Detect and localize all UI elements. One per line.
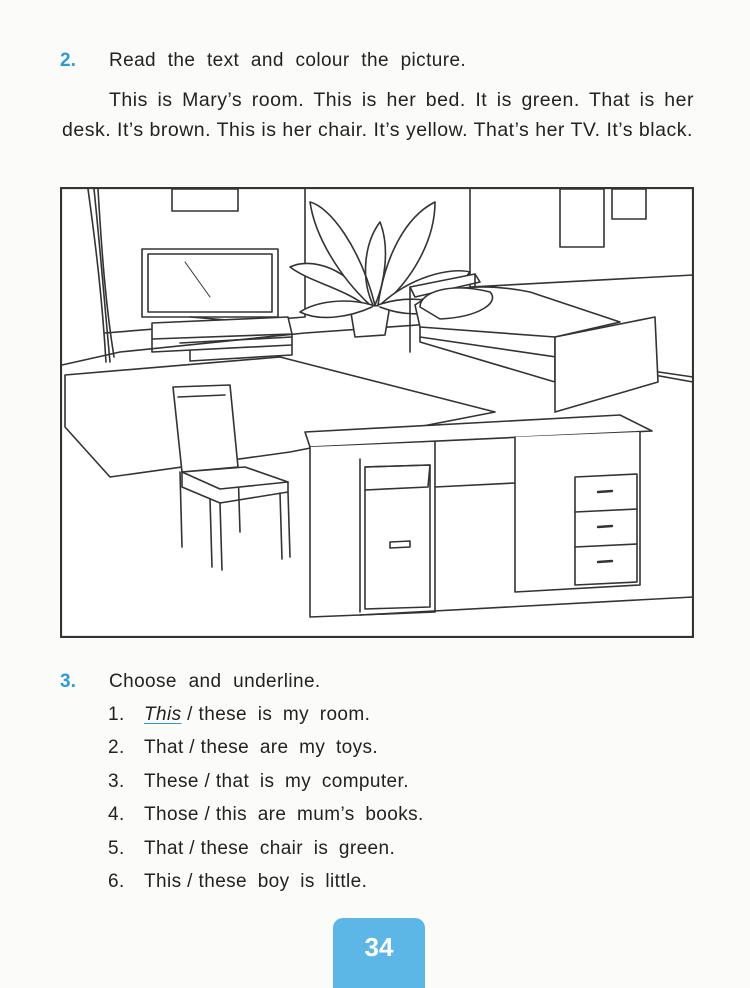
sentence-rest: are mum’s books. [247, 804, 424, 826]
exercise-2-number: 2. [60, 50, 76, 71]
option-b[interactable]: these [200, 837, 250, 859]
list-item [108, 737, 424, 770]
option-b[interactable]: that [215, 770, 250, 792]
room-picture [60, 187, 694, 638]
separator: / [181, 704, 199, 725]
exercise-3-list [108, 704, 424, 904]
item-number: 1. [108, 704, 125, 725]
option-a[interactable]: This [144, 704, 182, 725]
option-a[interactable]: These [144, 770, 199, 792]
exercise-2-title: Read the text and colour the picture. [109, 50, 467, 71]
list-item [108, 771, 424, 804]
option-b[interactable]: this [215, 804, 248, 826]
option-a[interactable]: Those [144, 804, 199, 826]
list-item [108, 871, 424, 904]
list-item [108, 804, 424, 837]
list-item [108, 838, 424, 871]
page-number: 34 [333, 918, 425, 988]
item-number: 4. [108, 804, 125, 826]
sentence-rest: boy is little. [247, 870, 368, 892]
item-number: 5. [108, 837, 125, 859]
separator: / [183, 737, 201, 759]
item-number: 3. [108, 770, 125, 792]
exercise-3-number: 3. [60, 671, 76, 692]
sentence-rest: is my computer. [249, 770, 409, 792]
option-a[interactable]: That [144, 737, 184, 759]
item-number: 6. [108, 870, 125, 892]
separator: / [183, 837, 201, 859]
item-number: 2. [108, 737, 125, 759]
option-b[interactable]: these [198, 870, 248, 892]
separator: / [198, 804, 216, 826]
option-b[interactable]: these [198, 704, 248, 725]
list-item [108, 704, 424, 737]
sentence-rest: are my toys. [249, 737, 379, 759]
sentence-rest: is my room. [247, 704, 371, 725]
option-a[interactable]: That [144, 837, 184, 859]
exercise-2-text: This is Mary’s room. This is her bed. It is green. That is her desk. It’s brown. This is her chair. It’s yellow. That’s her TV. It’s black. [62, 89, 694, 141]
sentence-rest: chair is green. [249, 837, 396, 859]
separator: / [198, 770, 216, 792]
separator: / [181, 870, 199, 892]
option-a[interactable]: This [144, 870, 182, 892]
exercise-3-title: Choose and underline. [109, 671, 321, 692]
option-b[interactable]: these [200, 737, 250, 759]
